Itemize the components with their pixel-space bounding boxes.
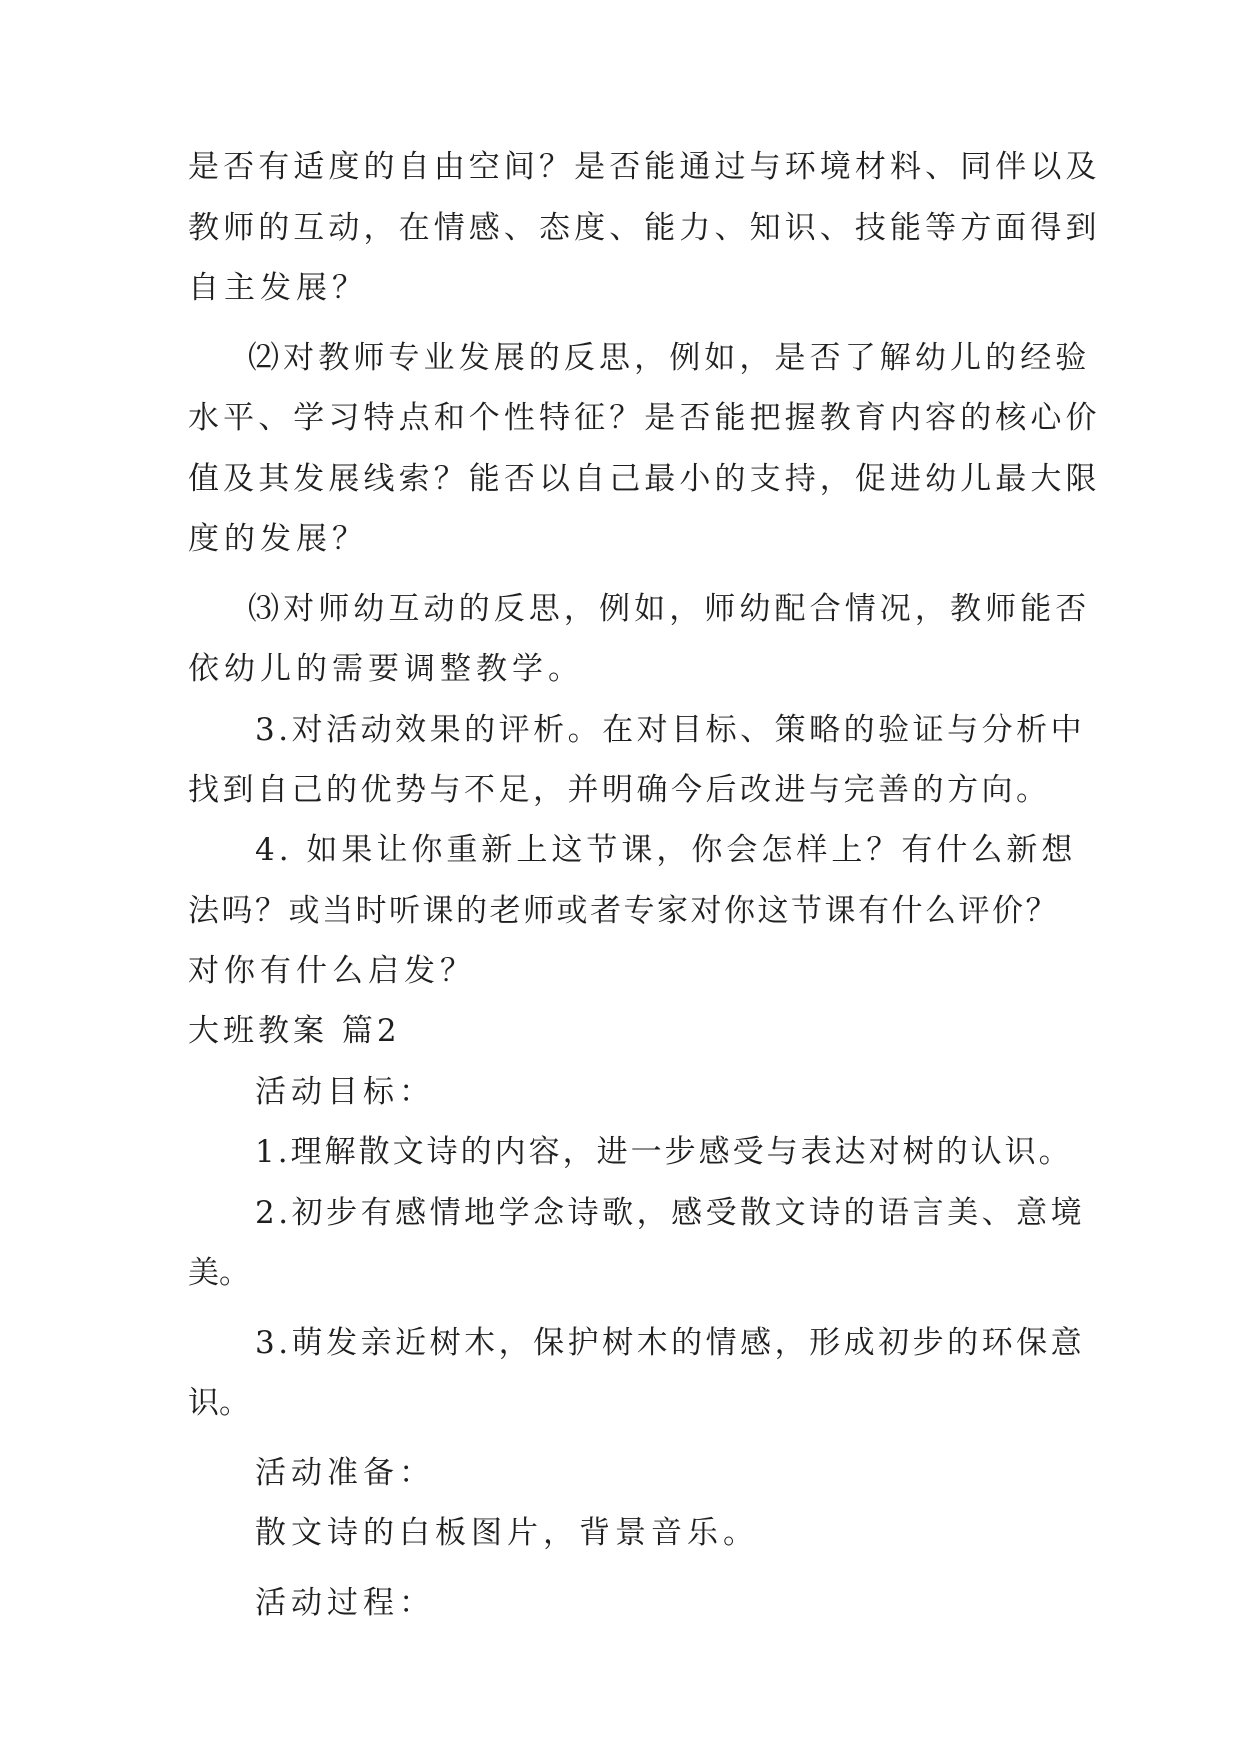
list-item: 2.初步有感情地学念诗歌，感受散文诗的语言美、意境 [255, 1195, 1086, 1231]
section-heading: 大班教案 篇2 [188, 1013, 401, 1049]
text-line: 值及其发展线索？能否以自己最小的支持，促进幼儿最大限 [188, 461, 1101, 497]
text-line: 找到自己的优势与不足，并明确今后改进与完善的方向。 [188, 772, 1051, 808]
text-line: 活动准备： [255, 1455, 435, 1491]
text-line: 活动过程： [255, 1585, 435, 1621]
text-line: 散文诗的白板图片，背景音乐。 [255, 1515, 759, 1551]
text-line: ⑵对教师专业发展的反思，例如，是否了解幼儿的经验 [248, 340, 1091, 376]
text-line: 对你有什么启发？ [188, 953, 476, 989]
text-line: 是否有适度的自由空间？是否能通过与环境材料、同伴以及 [188, 149, 1101, 185]
text-line: 3.对活动效果的评析。在对目标、策略的验证与分析中 [255, 712, 1086, 748]
list-item: 1.理解散文诗的内容，进一步感受与表达对树的认识。 [255, 1134, 1073, 1170]
text-line: 识。 [188, 1385, 250, 1421]
text-line: 4. 如果让你重新上这节课，你会怎样上？有什么新想 [255, 832, 1077, 868]
text-line: 美。 [188, 1255, 250, 1291]
text-line: 法吗？或当时听课的老师或者专家对你这节课有什么评价？ [188, 893, 1059, 929]
text-line: 度的发展？ [188, 521, 368, 557]
text-line: 依幼儿的需要调整教学。 [188, 651, 584, 687]
text-line: 自主发展？ [188, 270, 368, 306]
text-line: 教师的互动，在情感、态度、能力、知识、技能等方面得到 [188, 210, 1101, 246]
text-line: ⑶对师幼互动的反思，例如，师幼配合情况，教师能否 [248, 591, 1091, 627]
list-item: 3.萌发亲近树木，保护树木的情感，形成初步的环保意 [255, 1325, 1086, 1361]
text-line: 活动目标： [255, 1074, 435, 1110]
text-line: 水平、学习特点和个性特征？是否能把握教育内容的核心价 [188, 400, 1101, 436]
